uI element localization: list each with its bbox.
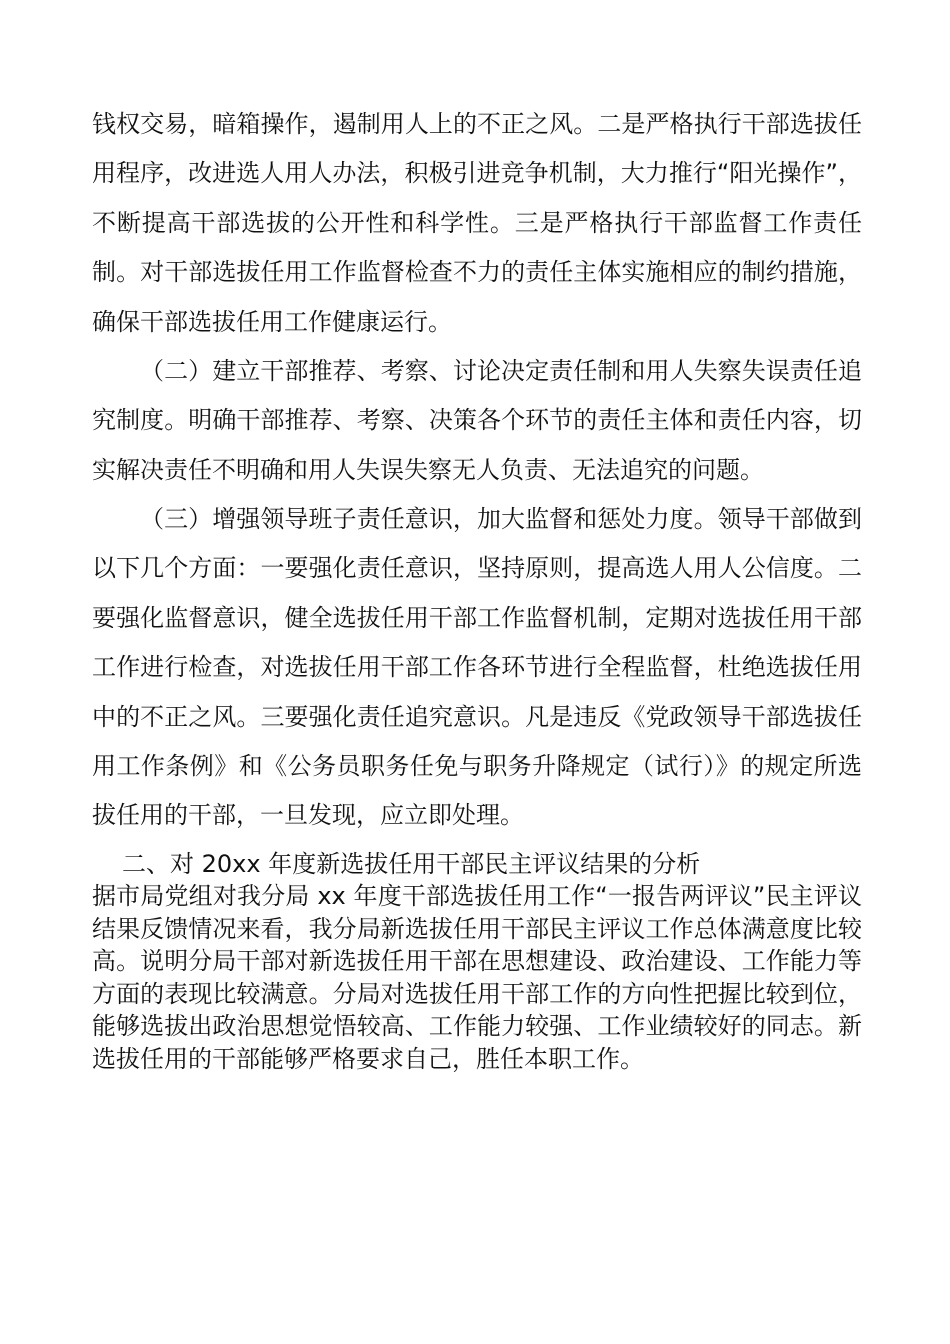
- paragraph-section-3: （三）增强领导班子责任意识，加大监督和惩处力度。领导干部做到以下几个方面：一要强化责任意识，坚持原则，提高选人用人公信度。二要强化监督意识，健全选拔任用干部工作监督机制，定期对选拔任用干部工作进行检查，对选拔任用干部工作各环节进行全程监督，杜绝选拔任用中的不正之风。三要强化责任追究意识。凡是违反《党政领导干部选拔任用工作条例》和《公务员职务任免与职务升降规定（试行）》的规定所选拔任用的干部，一旦发现，应立即处理。: [92, 505, 862, 830]
- paragraph-continuation: 钱权交易，暗箱操作，遏制用人上的不正之风。二是严格执行干部选拔任用程序，改进选人用人办法，积极引进竞争机制，大力推行“阳光操作”，不断提高干部选拔的公开性和科学性。三是严格执行干部监督工作责任制。对干部选拔任用工作监督检查不力的责任主体实施相应的制约措施，确保干部选拔任用工作健康运行。: [92, 110, 862, 336]
- section-heading-2: 二、对 20xx 年度新选拔任用干部民主评议结果的分析: [122, 850, 701, 878]
- paragraph-section-2: （二）建立干部推荐、考察、讨论决定责任制和用人失察失误责任追究制度。明确干部推荐、考察、决策各个环节的责任主体和责任内容，切实解决责任不明确和用人失误失察无人负责、无法追究的问题。: [92, 357, 862, 484]
- paragraph-evaluation-analysis: 据市局党组对我分局 xx 年度干部选拔任用工作“一报告两评议”民主评议结果反馈情况来看，我分局新选拔任用干部民主评议工作总体满意度比较高。说明分局干部对新选拔任用干部在思想建设、政治建设、工作能力等方面的表现比较满意。分局对选拔任用干部工作的方向性把握比较到位，能够选拔出政治思想觉悟较高、工作能力较强、工作业绩较好的同志。新选拔任用的干部能够严格要求自己，胜任本职工作。: [92, 882, 862, 1073]
